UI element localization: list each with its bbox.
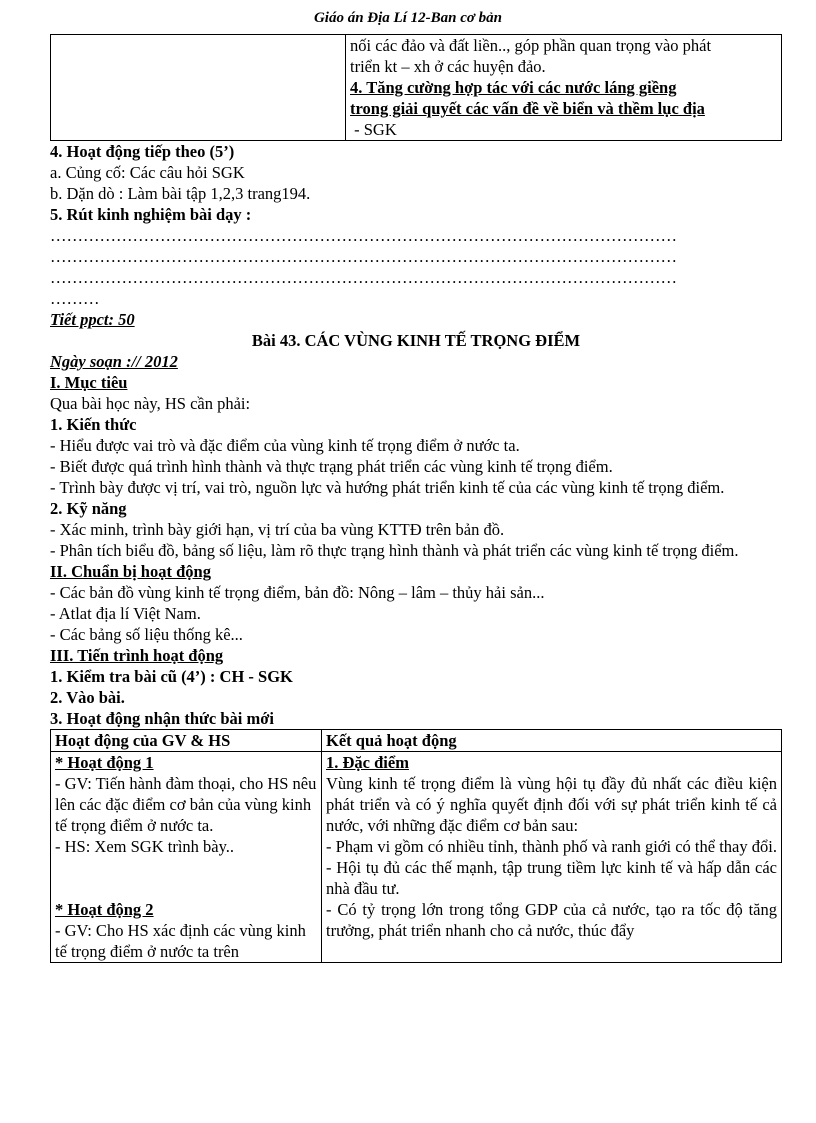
- knowledge-item: - Hiểu được vai trò và đặc điểm của vùng kinh tế trọng điểm ở nước ta.: [50, 436, 520, 455]
- next-activity-title: 4. Hoạt động tiếp theo (5’): [50, 142, 235, 161]
- lesson-review-title: 5. Rút kinh nghiệm bài dạy :: [50, 205, 252, 224]
- page-header: Giáo án Địa Lí 12-Ban cơ bản: [313, 10, 503, 26]
- skills-heading: 2. Kỹ năng: [50, 499, 127, 518]
- activity-1-student: - HS: Xem SGK trình bày..: [55, 837, 235, 856]
- spacer: [55, 857, 317, 899]
- knowledge-item: - Biết được quá trình hình thành và thực trạng phát triển các vùng kinh tế trọng điểm.: [50, 457, 613, 476]
- lesson-title: Bài 43. CÁC VÙNG KINH TẾ TRỌNG ĐIỂM: [251, 331, 581, 350]
- preparation-item: - Các bản đồ vùng kinh tế trọng điểm, bản đồ: Nông – lâm – thủy hải sản...: [50, 583, 545, 602]
- lesson-period: Tiết ppct: 50: [50, 310, 135, 329]
- objectives-heading: I. Mục tiêu: [50, 373, 128, 392]
- cooperation-heading-2: trong giải quyết các vấn đề về biển và thềm lục địa: [350, 99, 705, 118]
- activity-header-right: Kết quả hoạt động: [322, 730, 782, 752]
- characteristics-item: - Hội tụ đủ các thế mạnh, tập trung tiềm lực kinh tế và hấp dẫn các nhà đầu tư.: [326, 858, 777, 898]
- prepared-date: Ngày soạn :// 2012: [50, 352, 178, 371]
- continuation-left-cell: [51, 35, 346, 141]
- dotted-line: ……………………………………………………………………………………………………: [50, 268, 677, 287]
- activity-right-cell: [322, 752, 782, 963]
- continuation-table: [50, 34, 782, 141]
- sgk-note: - SGK: [350, 120, 397, 139]
- characteristics-item: - Có tỷ trọng lớn trong tổng GDP của cả nước, tạo ra tốc độ tăng trưởng, phát triển nhanh cho cả nước, thúc đẩy: [326, 900, 777, 940]
- dotted-line: ……………………………………………………………………………………………………: [50, 247, 677, 266]
- objectives-intro: Qua bài học này, HS cần phải:: [50, 394, 251, 413]
- activity-2-label: * Hoạt động 2: [55, 900, 154, 919]
- dotted-line: ……………………………………………………………………………………………………: [50, 226, 677, 245]
- homework-line: b. Dặn dò : Làm bài tập 1,2,3 trang194.: [50, 184, 311, 203]
- activity-2-teacher: - GV: Cho HS xác định các vùng kinh tế trọng điểm ở nước ta trên: [55, 921, 306, 961]
- preparation-item: - Các bảng số liệu thống kê...: [50, 625, 243, 644]
- characteristics-heading: 1. Đặc điểm: [326, 753, 409, 772]
- document-body: [50, 34, 782, 963]
- preparation-item: - Atlat địa lí Việt Nam.: [50, 604, 201, 623]
- activity-left-cell: [51, 752, 322, 963]
- skills-item: - Phân tích biểu đồ, bảng số liệu, làm rõ thực trạng hình thành và phát triển các vùng kinh tế trọng điểm.: [50, 541, 739, 560]
- activity-header-left: Hoạt động của GV & HS: [51, 730, 322, 752]
- continuation-line-1: nối các đảo và đất liền.., góp phần quan trọng vào phát: [350, 36, 712, 55]
- dotted-line: ………: [50, 289, 100, 308]
- knowledge-item: - Trình bày được vị trí, vai trò, nguồn lực và hướng phát triển kinh tế của các vùng kinh tế trọng điểm.: [50, 478, 725, 497]
- characteristics-paragraph: Vùng kinh tế trọng điểm là vùng hội tụ đầy đủ nhất các điều kiện phát triển và có ý nghĩa quyết định đối với sự phát triển kinh tế cả nước, với những đặc điểm cơ bản sau:: [326, 774, 777, 835]
- continuation-line-2: triển kt – xh ở các huyện đảo.: [350, 57, 546, 76]
- old-lesson-check: 1. Kiểm tra bài cũ (4’) : CH - SGK: [50, 667, 293, 686]
- cooperation-heading-1: 4. Tăng cường hợp tác với các nước láng giềng: [350, 78, 677, 97]
- activity-1-teacher: - GV: Tiến hành đàm thoại, cho HS nêu lên các đặc điểm cơ bản của vùng kinh tế trọng điểm ở nước ta.: [55, 774, 317, 835]
- knowledge-heading: 1. Kiến thức: [50, 415, 137, 434]
- continuation-right-cell: [346, 35, 782, 141]
- activity-table: [50, 729, 782, 963]
- intro-step: 2. Vào bài.: [50, 688, 125, 707]
- new-lesson-step: 3. Hoạt động nhận thức bài mới: [50, 709, 274, 728]
- process-heading: III. Tiến trình hoạt động: [50, 646, 224, 665]
- characteristics-item: - Phạm vi gồm có nhiều tỉnh, thành phố và ranh giới có thể thay đổi.: [326, 837, 777, 856]
- activity-1-label: * Hoạt động 1: [55, 753, 154, 772]
- consolidation-line: a. Củng cố: Các câu hỏi SGK: [50, 163, 245, 182]
- skills-item: - Xác minh, trình bày giới hạn, vị trí của ba vùng KTTĐ trên bản đồ.: [50, 520, 505, 539]
- preparation-heading: II. Chuẩn bị hoạt động: [50, 562, 211, 581]
